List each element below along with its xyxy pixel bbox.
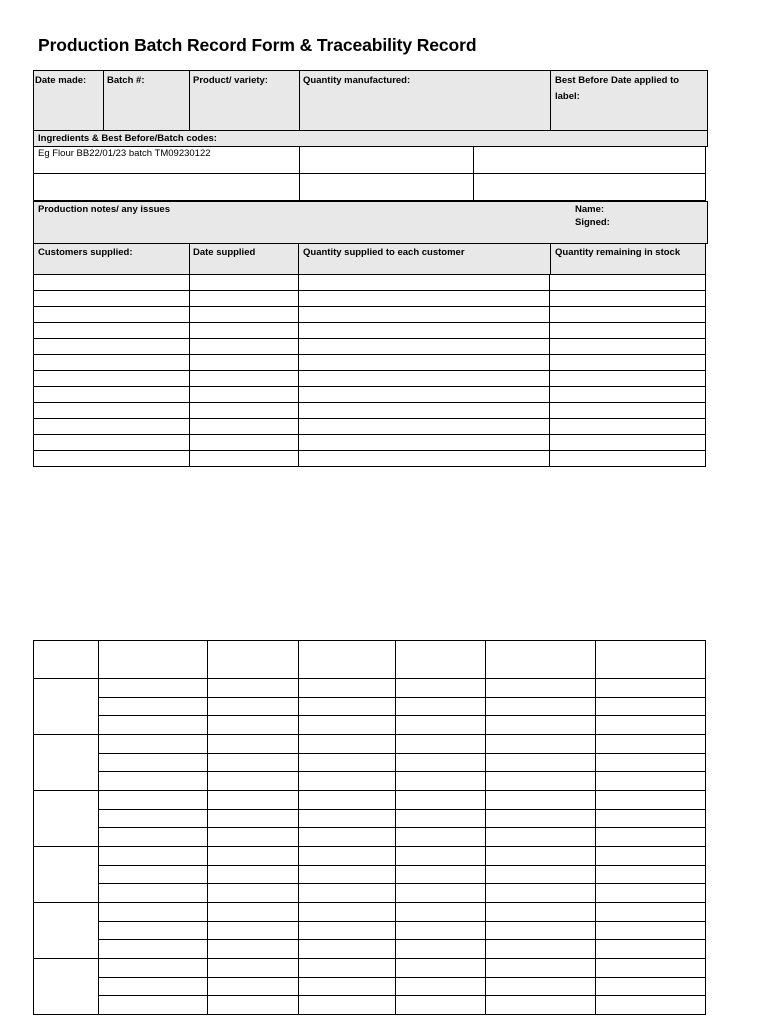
table-cell[interactable] [485, 847, 595, 866]
table-cell[interactable] [298, 791, 395, 810]
table-cell[interactable] [298, 959, 395, 978]
table-cell[interactable] [208, 903, 298, 922]
table-cell[interactable] [299, 291, 550, 307]
table-cell[interactable] [298, 828, 395, 847]
table-row [34, 679, 706, 698]
page-title: Production Batch Record Form & Traceability Record [38, 35, 477, 55]
customers-table [33, 274, 706, 467]
table-row [34, 716, 706, 735]
table-cell[interactable] [298, 698, 395, 716]
table-cell[interactable] [485, 698, 595, 716]
table-cell[interactable] [485, 959, 595, 978]
table-row [34, 451, 706, 467]
table-row [34, 339, 706, 355]
table-cell[interactable] [485, 772, 595, 791]
table-cell[interactable] [208, 996, 298, 1015]
name-label: Name: [575, 204, 605, 215]
table-cell[interactable] [34, 403, 190, 419]
table-cell[interactable] [299, 419, 550, 435]
table-cell[interactable] [208, 772, 298, 791]
table-row [34, 940, 706, 959]
table-row [34, 735, 706, 754]
table-cell[interactable] [99, 996, 208, 1015]
quantity-supplied-header: Quantity supplied to each customer [303, 247, 465, 258]
grid-header-cell[interactable] [208, 641, 298, 679]
table-cell[interactable] [208, 847, 298, 866]
table-cell[interactable] [595, 996, 705, 1015]
customers-supplied-header: Customers supplied: [38, 247, 133, 258]
table-cell[interactable] [298, 716, 395, 735]
grid-header-cell[interactable] [485, 641, 595, 679]
group-cell[interactable] [34, 903, 99, 959]
date-supplied-header: Date supplied [193, 247, 256, 258]
table-cell[interactable] [208, 716, 298, 735]
table-cell[interactable] [550, 371, 706, 387]
table-cell[interactable] [299, 307, 550, 323]
table-cell[interactable] [34, 387, 190, 403]
table-row [34, 772, 706, 791]
table-cell[interactable] [99, 959, 208, 978]
table-cell[interactable] [550, 275, 706, 291]
table-cell[interactable] [595, 866, 705, 884]
table-cell[interactable] [299, 403, 550, 419]
table-cell[interactable] [208, 959, 298, 978]
table-cell[interactable] [550, 307, 706, 323]
table-cell[interactable] [189, 403, 298, 419]
grid-header-row [34, 641, 706, 679]
table-cell[interactable] [298, 735, 395, 754]
ingredients-table [33, 146, 706, 201]
table-cell[interactable] [395, 884, 485, 903]
table-cell[interactable] [189, 275, 298, 291]
table-cell[interactable] [299, 435, 550, 451]
table-cell[interactable] [485, 735, 595, 754]
table-cell[interactable] [395, 716, 485, 735]
table-cell[interactable] [208, 978, 298, 996]
table-cell[interactable] [395, 847, 485, 866]
table-cell[interactable] [189, 435, 298, 451]
table-cell[interactable] [485, 978, 595, 996]
table-row [34, 922, 706, 940]
table-cell[interactable] [208, 791, 298, 810]
table-cell[interactable] [550, 355, 706, 371]
table-cell[interactable] [595, 847, 705, 866]
table-cell[interactable] [208, 828, 298, 847]
table-cell[interactable] [208, 922, 298, 940]
table-row [34, 291, 706, 307]
table-cell[interactable] [299, 355, 550, 371]
table-cell[interactable] [299, 275, 550, 291]
table-cell[interactable] [99, 903, 208, 922]
table-row [34, 419, 706, 435]
table-cell[interactable] [395, 922, 485, 940]
table-row [34, 828, 706, 847]
table-row [34, 323, 706, 339]
table-cell[interactable] [298, 810, 395, 828]
table-cell[interactable] [595, 940, 705, 959]
table-row [34, 978, 706, 996]
table-cell[interactable] [485, 884, 595, 903]
grid-header-cell[interactable] [595, 641, 705, 679]
product-variety-field[interactable]: Product/ variety: [193, 75, 268, 86]
table-cell[interactable] [99, 866, 208, 884]
table-cell[interactable] [395, 828, 485, 847]
quantity-remaining-header: Quantity remaining in stock [555, 247, 681, 258]
table-cell[interactable] [395, 698, 485, 716]
table-cell[interactable] [595, 922, 705, 940]
table-cell[interactable] [395, 996, 485, 1015]
table-cell[interactable] [189, 387, 298, 403]
table-cell[interactable] [485, 903, 595, 922]
group-cell[interactable] [34, 735, 99, 791]
table-cell[interactable] [595, 828, 705, 847]
production-notes-label: Production notes/ any issues [38, 204, 170, 215]
table-cell[interactable] [208, 810, 298, 828]
table-cell[interactable] [485, 679, 595, 698]
table-cell[interactable] [395, 735, 485, 754]
table-cell[interactable] [550, 451, 706, 467]
table-row [34, 275, 706, 291]
table-cell[interactable] [595, 754, 705, 772]
table-cell[interactable] [298, 903, 395, 922]
table-row [34, 403, 706, 419]
table-cell[interactable] [298, 978, 395, 996]
table-cell[interactable] [595, 903, 705, 922]
table-cell[interactable] [298, 940, 395, 959]
table-cell[interactable] [99, 922, 208, 940]
table-cell[interactable] [485, 810, 595, 828]
table-cell[interactable] [550, 419, 706, 435]
best-before-field[interactable]: Best Before Date applied to label: [555, 75, 680, 102]
grid-header-cell[interactable] [34, 641, 99, 679]
table-cell[interactable] [298, 866, 395, 884]
table-cell[interactable] [189, 339, 298, 355]
table-row [34, 791, 706, 810]
table-cell[interactable] [34, 275, 190, 291]
table-row [34, 847, 706, 866]
table-cell[interactable] [395, 791, 485, 810]
table-cell[interactable] [208, 866, 298, 884]
table-cell[interactable] [485, 716, 595, 735]
table-row [34, 387, 706, 403]
table-cell[interactable] [395, 679, 485, 698]
table-cell[interactable] [34, 291, 190, 307]
table-cell[interactable] [595, 735, 705, 754]
signed-label: Signed: [575, 217, 610, 228]
table-cell[interactable] [395, 940, 485, 959]
table-cell[interactable] [395, 810, 485, 828]
customers-header-row [33, 243, 706, 275]
grid-header-cell[interactable] [99, 641, 208, 679]
table-cell[interactable] [550, 435, 706, 451]
table-cell[interactable] [298, 754, 395, 772]
table-cell[interactable] [99, 978, 208, 996]
table-cell[interactable] [550, 387, 706, 403]
table-cell[interactable] [595, 716, 705, 735]
table-cell[interactable] [99, 698, 208, 716]
group-cell[interactable] [34, 679, 99, 735]
table-cell[interactable] [34, 307, 190, 323]
table-row [34, 698, 706, 716]
table-cell[interactable] [299, 371, 550, 387]
table-cell[interactable] [189, 419, 298, 435]
table-cell[interactable] [34, 355, 190, 371]
table-cell[interactable] [298, 884, 395, 903]
table-cell[interactable] [34, 451, 190, 467]
table-cell[interactable] [550, 403, 706, 419]
table-cell[interactable] [550, 339, 706, 355]
table-row [34, 959, 706, 978]
table-cell[interactable] [99, 828, 208, 847]
table-cell[interactable] [189, 355, 298, 371]
table-cell[interactable] [208, 940, 298, 959]
table-row [34, 884, 706, 903]
group-cell[interactable] [34, 959, 99, 1015]
table-cell[interactable] [298, 772, 395, 791]
table-cell[interactable] [99, 716, 208, 735]
table-cell[interactable] [485, 922, 595, 940]
table-cell[interactable] [299, 339, 550, 355]
table-cell[interactable] [485, 828, 595, 847]
grid-header-cell[interactable] [395, 641, 485, 679]
table-cell[interactable] [208, 754, 298, 772]
table-cell[interactable] [189, 307, 298, 323]
table-cell[interactable] [485, 754, 595, 772]
table-cell[interactable] [299, 387, 550, 403]
table-row [34, 810, 706, 828]
ingredients-label: Ingredients & Best Before/Batch codes: [38, 133, 217, 144]
table-cell[interactable] [299, 323, 550, 339]
table-cell[interactable] [34, 435, 190, 451]
header-row [33, 70, 708, 131]
table-cell[interactable] [298, 847, 395, 866]
table-cell[interactable] [485, 940, 595, 959]
table-cell[interactable] [99, 810, 208, 828]
table-cell[interactable] [595, 679, 705, 698]
table-cell[interactable] [299, 451, 550, 467]
table-cell[interactable] [189, 371, 298, 387]
table-cell[interactable] [99, 791, 208, 810]
table-cell[interactable] [485, 791, 595, 810]
table-row [34, 754, 706, 772]
table-cell[interactable] [208, 679, 298, 698]
table-cell[interactable] [189, 451, 298, 467]
group-cell[interactable] [34, 847, 99, 903]
table-cell[interactable] [34, 323, 190, 339]
table-cell[interactable] [208, 884, 298, 903]
table-row [34, 866, 706, 884]
group-cell[interactable] [34, 791, 99, 847]
table-row [34, 996, 706, 1015]
table-cell[interactable] [298, 922, 395, 940]
traceability-grid [33, 640, 706, 1015]
table-cell[interactable] [99, 754, 208, 772]
batch-number-field[interactable]: Batch #: [107, 75, 145, 86]
table-cell[interactable] [595, 810, 705, 828]
table-cell[interactable] [595, 978, 705, 996]
table-cell[interactable] [99, 735, 208, 754]
table-row [34, 355, 706, 371]
table-row [34, 371, 706, 387]
table-cell[interactable] [189, 291, 298, 307]
table-cell[interactable] [99, 772, 208, 791]
table-row [34, 903, 706, 922]
table-row [34, 435, 706, 451]
table-cell[interactable] [595, 959, 705, 978]
table-cell[interactable] [34, 371, 190, 387]
table-cell[interactable] [395, 978, 485, 996]
quantity-manufactured-field[interactable]: Quantity manufactured: [303, 75, 411, 86]
table-cell[interactable] [298, 996, 395, 1015]
table-cell[interactable] [208, 698, 298, 716]
grid-header-cell[interactable] [298, 641, 395, 679]
table-cell[interactable] [99, 679, 208, 698]
table-cell[interactable] [395, 754, 485, 772]
table-cell[interactable] [99, 884, 208, 903]
ingredients-label-row [33, 130, 708, 147]
table-cell[interactable] [208, 735, 298, 754]
table-cell[interactable] [395, 772, 485, 791]
table-cell[interactable] [485, 866, 595, 884]
table-cell[interactable] [395, 866, 485, 884]
table-cell[interactable] [99, 847, 208, 866]
table-cell[interactable] [550, 291, 706, 307]
table-cell[interactable] [550, 323, 706, 339]
table-cell[interactable] [595, 884, 705, 903]
table-cell[interactable] [485, 996, 595, 1015]
table-cell[interactable] [395, 903, 485, 922]
date-made-field[interactable]: Date made: [35, 75, 87, 86]
table-cell[interactable] [298, 679, 395, 698]
table-cell[interactable] [189, 323, 298, 339]
table-row [34, 307, 706, 323]
table-cell[interactable] [395, 959, 485, 978]
table-cell[interactable] [99, 940, 208, 959]
production-notes-box[interactable] [33, 201, 708, 244]
table-cell[interactable] [595, 698, 705, 716]
table-cell[interactable] [34, 419, 190, 435]
table-cell[interactable] [34, 339, 190, 355]
ingredient-example[interactable]: Eg Flour BB22/01/23 batch TM09230122 [38, 148, 211, 159]
table-cell[interactable] [595, 791, 705, 810]
table-cell[interactable] [595, 772, 705, 791]
